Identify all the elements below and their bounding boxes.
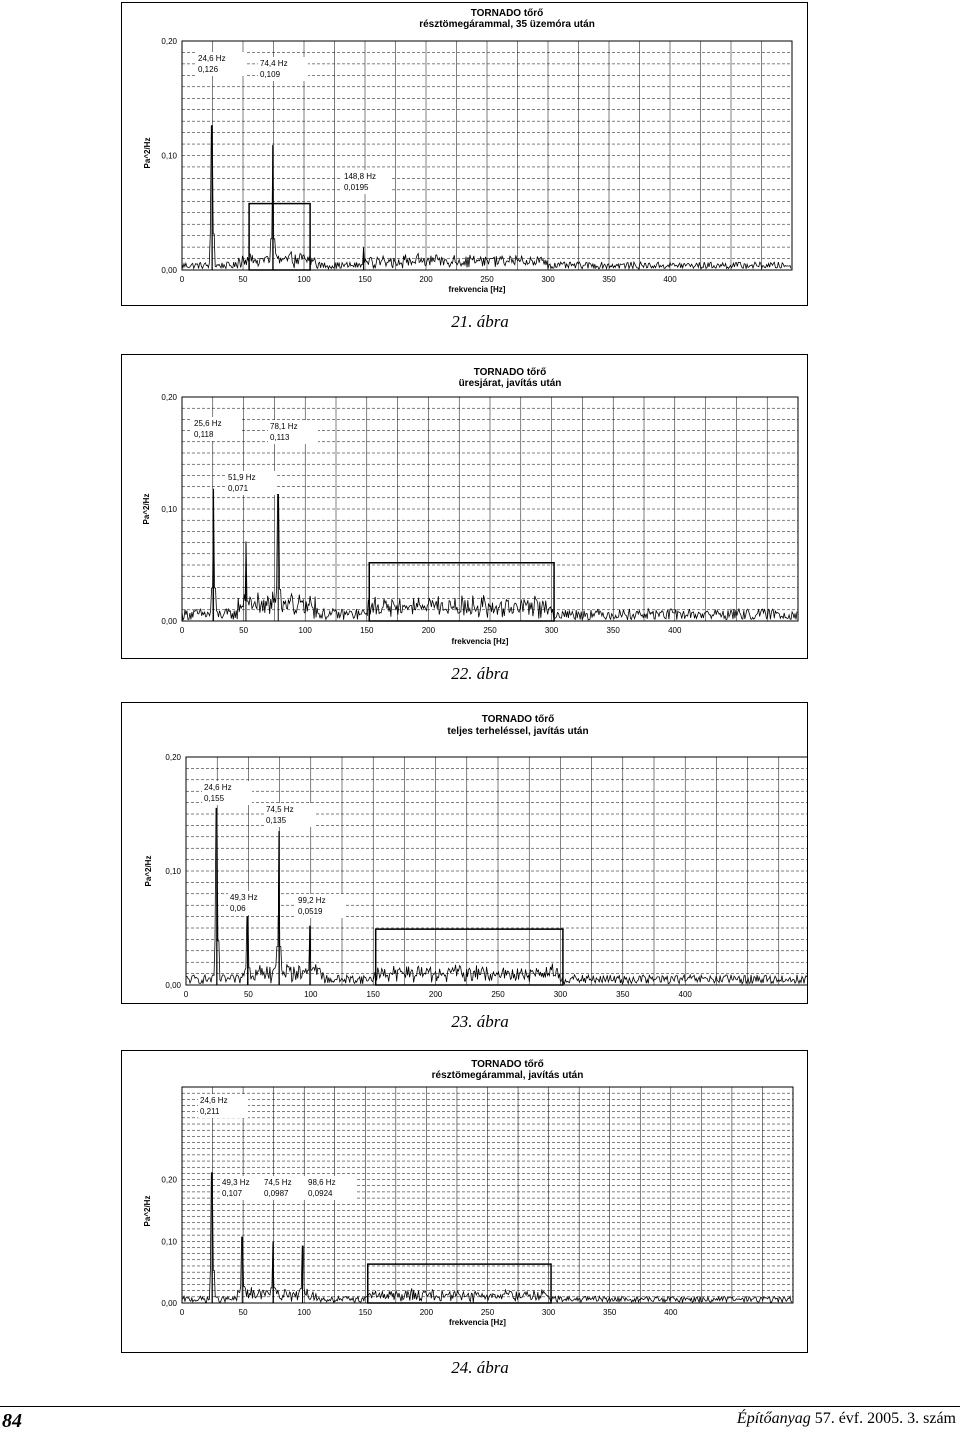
y-axis-label: Pa^2/Hz: [143, 137, 152, 169]
page-number: 84: [2, 1410, 22, 1432]
peak-label-frequency: 98,6 Hz: [308, 1178, 336, 1187]
figure-caption-22: 22. ábra: [451, 664, 509, 683]
x-tick-label: 200: [419, 1308, 434, 1317]
x-axis-label: frekvencia [Hz]: [448, 285, 506, 294]
x-tick-label: 150: [358, 1308, 372, 1317]
x-tick-label: 0: [179, 275, 185, 284]
x-tick-label: 400: [678, 990, 692, 999]
peak-label-frequency: 24,6 Hz: [204, 783, 232, 792]
x-tick-label: 400: [664, 1308, 678, 1317]
peak-label-value: 0,211: [200, 1107, 220, 1116]
x-tick-label: 400: [663, 275, 677, 284]
x-tick-label: 300: [544, 626, 559, 635]
peak-label-value: 0,0987: [264, 1189, 289, 1198]
x-tick-label: 350: [606, 626, 620, 635]
x-tick-label: 150: [358, 275, 372, 284]
peak-annotation: [226, 471, 276, 495]
x-tick-label: 0: [179, 626, 185, 635]
x-tick-label: 300: [541, 275, 555, 284]
chart-subtitle: teljes terheléssel, javítás után: [447, 726, 589, 737]
y-tick-label: 0,20: [161, 1175, 177, 1185]
peak-label-value: 0,135: [266, 816, 287, 825]
spectrum-chart-2: [122, 355, 807, 658]
figure-caption-21: 21. ábra: [451, 312, 509, 331]
x-tick-label: 0: [179, 1308, 185, 1317]
y-axis-label: Pa^2/Hz: [144, 855, 153, 887]
x-axis-label: frekvencia [Hz]: [451, 637, 509, 646]
peak-annotation: [264, 803, 314, 827]
x-tick-label: 100: [304, 990, 318, 999]
peak-label-frequency: 74,5 Hz: [264, 1178, 292, 1187]
x-tick-label: 150: [360, 626, 374, 635]
journal-name: Építőanyag: [736, 1410, 811, 1427]
x-tick-label: 50: [243, 990, 253, 999]
peak-label-value: 0,155: [204, 794, 225, 803]
peak-annotation: [296, 894, 346, 918]
chart-title: TORNADO tőrő: [470, 8, 544, 19]
chart-subtitle: résztömegárammal, 35 üzemóra után: [419, 19, 595, 30]
y-tick-label: 0,00: [161, 617, 177, 626]
peak-label-value: 0,107: [222, 1189, 243, 1198]
y-tick-label: 0,20: [165, 753, 181, 762]
y-axis-label: Pa^2/Hz: [143, 1195, 152, 1227]
chart-subtitle: üresjárat, javítás után: [458, 378, 562, 389]
chart-panel-1: [121, 2, 808, 306]
peak-label-frequency: 148,8 Hz: [344, 172, 377, 181]
x-tick-label: 250: [480, 1308, 495, 1317]
peak-label-value: 0,0924: [308, 1189, 333, 1198]
journal-issue: 57. évf. 2005. 3. szám: [814, 1410, 956, 1427]
peak-annotation: [258, 57, 308, 81]
highlight-box: [376, 929, 563, 985]
spectrum-chart-4: [122, 1051, 807, 1352]
x-tick-label: 350: [603, 1308, 617, 1317]
peak-annotation: [342, 170, 392, 194]
x-axis-label: frekvencia [Hz]: [449, 1318, 506, 1327]
peak-annotation: [268, 420, 318, 444]
x-tick-label: 150: [366, 990, 380, 999]
peak-label-frequency: 24,6 Hz: [198, 54, 226, 63]
peak-annotation: [262, 1176, 312, 1200]
peak-annotation: [202, 781, 252, 805]
peak-annotation: [306, 1176, 356, 1200]
y-tick-label: 0,00: [161, 266, 177, 275]
peak-label-value: 0,126: [198, 65, 219, 74]
y-tick-label: 0,10: [161, 505, 177, 514]
x-tick-label: 250: [491, 990, 505, 999]
peak-label-frequency: 99,2 Hz: [298, 896, 326, 905]
highlight-box: [249, 204, 310, 270]
peak-label-frequency: 24,6 Hz: [200, 1096, 228, 1105]
y-tick-label: 0,10: [165, 867, 181, 876]
x-tick-label: 350: [602, 275, 616, 284]
highlight-box: [368, 1264, 551, 1303]
x-tick-label: 100: [297, 275, 311, 284]
peak-label-value: 0,118: [194, 430, 214, 439]
peak-label-frequency: 25,6 Hz: [194, 419, 222, 428]
journal-reference: [737, 1410, 956, 1428]
x-tick-label: 300: [553, 990, 568, 999]
peak-label-value: 0,113: [270, 433, 290, 442]
peak-label-frequency: 49,3 Hz: [230, 893, 258, 902]
peak-label-value: 0,109: [260, 70, 281, 79]
x-tick-label: 400: [668, 626, 682, 635]
peak-label-value: 0,0195: [344, 183, 369, 192]
chart-title: TORNADO tőrő: [471, 1059, 544, 1070]
x-tick-label: 0: [183, 990, 189, 999]
x-tick-label: 50: [239, 626, 249, 635]
x-tick-label: 250: [483, 626, 497, 635]
peak-label-value: 0,0519: [298, 907, 323, 916]
peak-annotation: [192, 417, 242, 441]
peak-annotation: [228, 891, 278, 915]
chart-subtitle: résztömegárammal, javítás után: [431, 1070, 584, 1081]
x-tick-label: 300: [541, 1308, 556, 1317]
y-tick-label: 0,00: [161, 1299, 177, 1308]
chart-panel-4: [121, 1050, 808, 1353]
peak-label-frequency: 78,1 Hz: [270, 422, 298, 431]
chart-title: TORNADO tőrő: [473, 367, 547, 378]
x-tick-label: 100: [297, 1308, 311, 1317]
x-tick-label: 200: [428, 990, 443, 999]
x-tick-label: 200: [419, 275, 433, 284]
peak-label-frequency: 51,9 Hz: [228, 473, 256, 482]
x-tick-label: 200: [421, 626, 436, 635]
spectrum-chart-1: [122, 3, 807, 305]
y-tick-label: 0,00: [165, 981, 181, 990]
peak-annotation: [198, 1094, 248, 1118]
y-tick-label: 0,10: [161, 1237, 177, 1247]
chart-panel-3: [121, 702, 808, 1004]
chart-title: TORNADO tőrő: [481, 714, 555, 725]
chart-panel-2: [121, 354, 808, 659]
peak-label-value: 0,06: [230, 904, 246, 913]
peak-label-frequency: 74,5 Hz: [266, 805, 294, 814]
figure-caption-23: 23. ábra: [451, 1012, 509, 1031]
x-tick-label: 250: [480, 275, 494, 284]
x-tick-label: 350: [616, 990, 630, 999]
figure-caption-24: 24. ábra: [451, 1358, 509, 1377]
y-axis-label: Pa^2/Hz: [142, 493, 151, 525]
y-tick-label: 0,10: [161, 151, 177, 161]
peak-annotation: [196, 52, 246, 76]
x-tick-label: 50: [238, 1308, 248, 1317]
y-tick-label: 0,20: [161, 393, 177, 402]
spectrum-chart-3: [122, 703, 807, 1003]
peak-label-frequency: 49,3 Hz: [222, 1178, 250, 1187]
footer-rule: [0, 1406, 960, 1407]
peak-label-frequency: 74,4 Hz: [260, 59, 288, 68]
x-tick-label: 100: [298, 626, 312, 635]
peak-label-value: 0,071: [228, 484, 249, 493]
y-tick-label: 0,20: [161, 37, 177, 46]
x-tick-label: 50: [238, 275, 248, 284]
highlight-box: [369, 563, 554, 621]
